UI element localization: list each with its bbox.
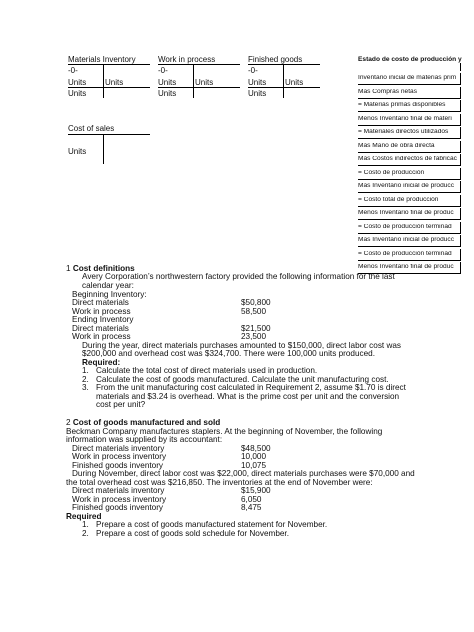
list-item: Prepare a cost of goods manufactured statement for November. — [96, 520, 328, 529]
row-value: $15,900 — [241, 486, 271, 495]
row-value: $50,800 — [241, 298, 271, 307]
cost-statement-line: = Costo total de producción — [358, 196, 439, 203]
cost-statement-rule — [358, 138, 460, 139]
cost-statement-line: Inventario inicial de materias prim — [358, 75, 457, 81]
t-account-zero: -0- — [158, 66, 168, 75]
cost-statement-line: Mas Mano de obra directa — [358, 142, 435, 149]
row-label: Work in process inventory — [72, 452, 167, 461]
row-label: Work in process — [72, 332, 131, 341]
t-account-units: Units — [285, 78, 304, 87]
list-item-number: 1. — [82, 520, 89, 529]
cost-statement-rule — [358, 206, 460, 207]
cost-statement-column-border — [460, 168, 461, 180]
required-label: Required — [66, 512, 102, 521]
cost-statement-column-border — [460, 222, 461, 234]
paragraph-line: During November, direct labor cost was $22,000, direct materials purchases were $70,000 and — [72, 469, 415, 478]
section-label: Ending Inventory — [72, 315, 134, 324]
cost-statement-rule — [358, 125, 460, 126]
cost-statement-rule — [358, 192, 460, 193]
t-account-title: Work in process — [158, 55, 216, 64]
row-label: Finished goods inventory — [72, 503, 164, 512]
cost-statement-rule — [358, 111, 460, 112]
row-label: Direct materials — [72, 298, 129, 307]
t-account-units: Units — [105, 78, 124, 87]
cost-statement-rule — [358, 246, 460, 247]
cost-statement-line: Mas Inventario inicial de producc — [358, 237, 455, 243]
cost-statement-line: Mas Costos indirectos de fabricac — [358, 156, 457, 162]
cost-statement-rule — [358, 219, 460, 220]
cost-statement-column-border — [460, 114, 461, 126]
row-label: Finished goods inventory — [72, 461, 164, 470]
cost-statement-rule — [358, 165, 460, 166]
cost-statement-column-border — [460, 73, 461, 85]
row-value: 10,075 — [241, 461, 267, 470]
cost-statement-line: Menos Inventario final de produc — [358, 264, 454, 270]
cost-statement-rule — [358, 84, 460, 85]
t-account-units: Units — [248, 89, 267, 98]
paragraph-line: Avery Corporation’s northwestern factory provided the following information for the last — [82, 272, 395, 281]
cost-statement-line: = Materias primas disponibles — [358, 102, 446, 108]
t-account-units: Units — [248, 78, 267, 87]
row-value: 10,000 — [241, 452, 267, 461]
cost-statement-column-border — [460, 181, 461, 193]
list-item-number: 3. — [82, 383, 89, 392]
cost-statement-rule — [358, 260, 460, 261]
cost-statement-column-border — [460, 141, 461, 153]
problem-number: 2 — [66, 418, 71, 427]
cost-statement-line: Mas Inventario inicial de producc — [358, 183, 455, 189]
cost-statement-line: = Costo de producción terminad — [358, 223, 452, 230]
list-item-number: 2. — [82, 529, 89, 538]
row-value: $48,500 — [241, 444, 271, 453]
row-label: Direct materials inventory — [72, 444, 165, 453]
row-label: Direct materials inventory — [72, 486, 165, 495]
problem-title: Cost definitions — [72, 264, 135, 273]
problem-title: Cost of goods manufactured and sold — [72, 418, 221, 427]
list-item-continued: cost per unit? — [96, 400, 146, 409]
cost-statement-column-border — [460, 195, 461, 207]
paragraph-line: information was supplied by its accountant: — [66, 435, 223, 444]
cost-statement-column-border — [460, 262, 461, 274]
paragraph-line: the total overhead cost was $216,850. The inventories at the end of November were: — [66, 478, 373, 487]
cost-statement-line: = Materiales directos utilizados — [358, 129, 449, 135]
cost-statement-column-border — [460, 127, 461, 139]
cost-statement-line: = Costo de producción — [358, 169, 425, 176]
cost-statement-column-border — [460, 154, 461, 166]
cost-statement-column-border — [460, 235, 461, 247]
row-value: 58,500 — [241, 307, 267, 316]
t-account-units: Units — [68, 78, 87, 87]
cost-statement-rule — [358, 98, 460, 99]
required-label: Required: — [82, 358, 121, 367]
cost-statement-rule — [358, 179, 460, 180]
cost-statement-column-border — [460, 100, 461, 112]
t-account-units: Units — [158, 78, 177, 87]
section-label: Beginning Inventory: — [72, 290, 147, 299]
list-item-number: 1. — [82, 366, 89, 375]
t-account-title: Finished goods — [248, 55, 303, 64]
problem-number: 1 — [66, 264, 71, 273]
list-item-number: 2. — [82, 375, 89, 384]
row-label: Direct materials — [72, 324, 129, 333]
paragraph-line: During the year, direct materials purchases amounted to $150,000, direct labor cost was — [82, 341, 402, 350]
paragraph-line: calendar year: — [82, 281, 134, 290]
list-item-continued: materials and $3.24 is overhead. What is the prime cost per unit and the conversion — [96, 392, 400, 401]
t-account-units: Units — [195, 78, 214, 87]
t-account-title: Cost of sales — [68, 124, 115, 133]
cost-statement-line: = Costo de producción terminad — [358, 250, 452, 257]
row-value: 6,050 — [241, 495, 262, 504]
t-account-units: Units — [68, 89, 87, 98]
list-item: From the unit manufacturing cost calculated in Requirement 2, assume $1.70 is direct — [96, 383, 406, 392]
row-label: Work in process inventory — [72, 495, 167, 504]
row-value: 23,500 — [241, 332, 267, 341]
row-value: 8,475 — [241, 503, 262, 512]
cost-statement-line: Menos Inventario final de materi — [358, 115, 452, 122]
list-item: Calculate the cost of goods manufactured. Calculate the unit manufacturing cost. — [96, 375, 389, 384]
t-account-zero: -0- — [248, 66, 258, 75]
paragraph-line: $200,000 and overhead cost was $324,700. There were 100,000 units produced. — [82, 349, 375, 358]
row-label: Work in process — [72, 307, 131, 316]
cost-statement-title: Estado de costo de producción y — [358, 56, 462, 63]
cost-statement-column-border — [460, 87, 461, 99]
t-account-title: Materials Inventory — [68, 55, 136, 64]
cost-statement-line: Mas Compras netas — [358, 88, 417, 95]
t-account-units: Units — [158, 89, 177, 98]
cost-statement-column-border — [460, 208, 461, 220]
cost-statement-line: Menos Inventario final de produc — [358, 210, 454, 216]
cost-statement-rule — [358, 152, 460, 153]
list-item: Calculate the total cost of direct materials used in production. — [96, 366, 318, 375]
cost-statement-column-border — [460, 249, 461, 261]
t-account-units: Units — [68, 147, 87, 156]
t-account-zero: -0- — [68, 66, 78, 75]
cost-statement-rule — [358, 233, 460, 234]
row-value: $21,500 — [241, 324, 271, 333]
paragraph-line: Beckman Company manufactures staplers. At the beginning of November, the following — [66, 427, 383, 436]
list-item: Prepare a cost of goods sold schedule for November. — [96, 529, 289, 538]
